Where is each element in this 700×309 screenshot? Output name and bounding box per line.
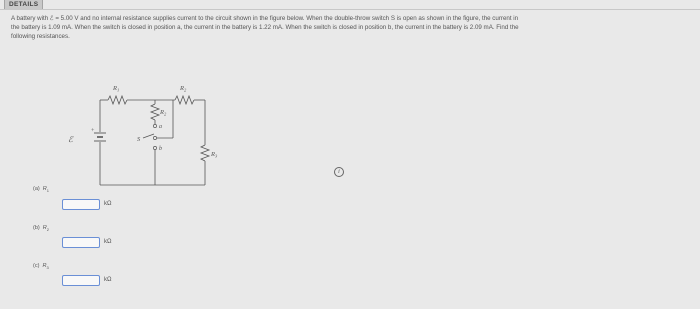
part-a-label: (a) $R_1$ [33,186,50,194]
switch-label: S [137,136,141,143]
plus-sign: + [91,128,95,134]
switch-pivot [153,136,156,139]
r2-vertical-label: $R_2$ [160,109,167,117]
answer-input-r2[interactable] [62,237,100,248]
resistor-r3 [201,145,209,161]
unit-kohm-a: kΩ [104,201,112,207]
circuit-diagram [55,85,245,190]
emf-label: ℰ [68,135,73,144]
switch-contact-a [153,124,156,127]
switch-contact-b [153,146,156,149]
problem-statement [11,14,695,42]
position-a-label: a [159,124,162,130]
resistor-r2-vertical [151,104,159,120]
part-b-label: (b) $R_2$ [33,225,50,233]
details-tab[interactable]: DETAILS [4,0,43,10]
info-icon[interactable]: i [334,167,344,177]
resistor-r2-top [175,96,194,104]
position-b-label: b [159,146,162,152]
answer-input-r3[interactable] [62,275,100,286]
r1-label: $R_1$ [113,85,120,93]
answer-input-r1[interactable] [62,199,100,210]
resistor-r1 [108,96,127,104]
header-divider [0,9,700,10]
unit-kohm-b: kΩ [104,239,112,245]
r3-label: $R_3$ [211,151,218,159]
problem-line-2: the battery is 1.09 mA. When the switch is closed in position a, the current in the battery is 1.22 mA. When the switch is closed in position b, the current in the battery is 2.09 mA. Find the [11,24,519,32]
part-c-label: (c) $R_3$ [33,263,49,271]
problem-line-3: following resistances. [11,33,70,41]
unit-kohm-c: kΩ [104,277,112,283]
r2-top-label: $R_2$ [180,85,187,93]
problem-line-1: A battery with ℰ = 5.00 V and no internal resistance supplies current to the circuit shown in the figure below. When the double-throw switch S is open as shown in the figure, the current in [11,15,519,22]
